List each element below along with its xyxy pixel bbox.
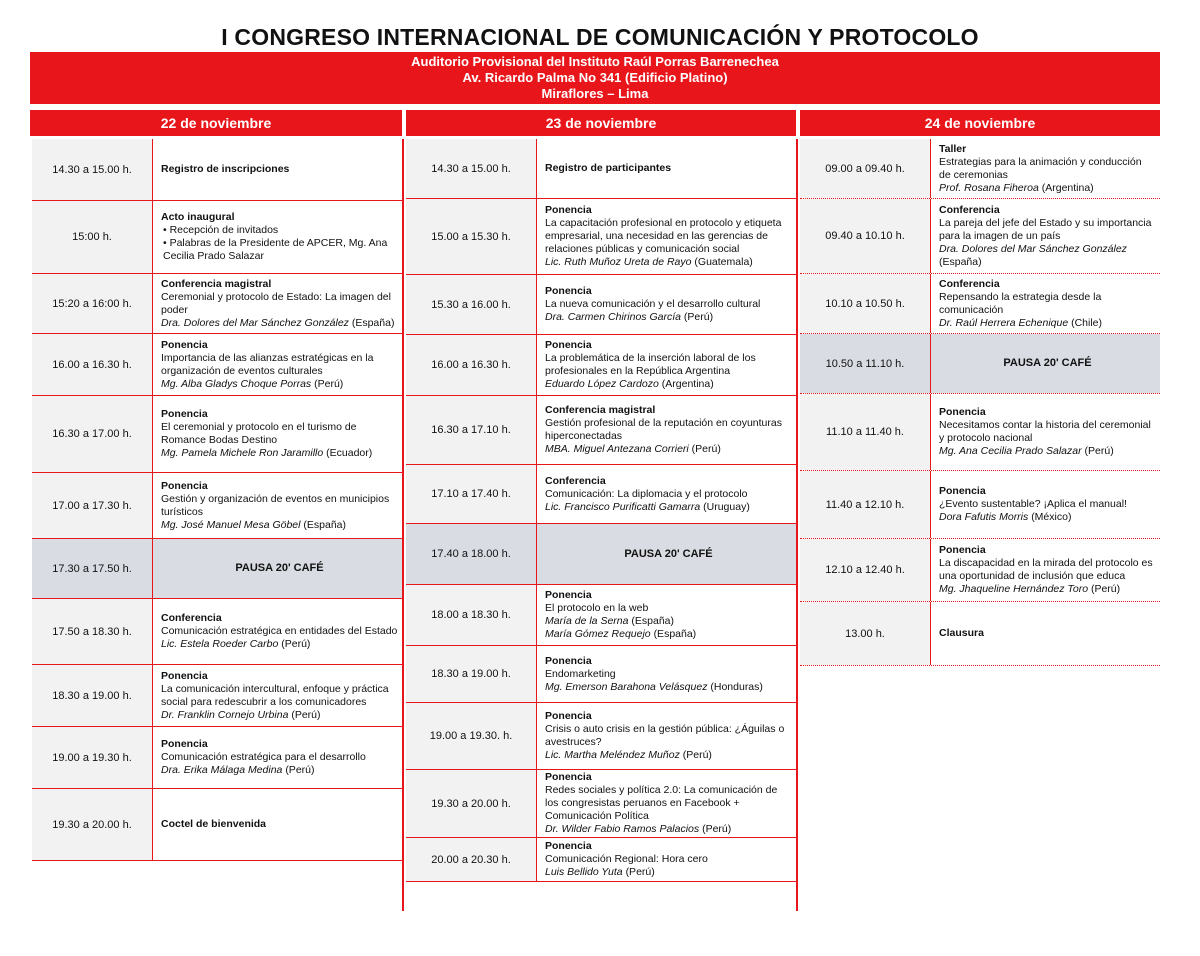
session-title: La discapacidad en la mirada del protocolo es una oportunidad de inclusión que educa (939, 557, 1153, 582)
session-title: El ceremonial y protocolo en el turismo de Romance Bodas Destino (161, 421, 357, 446)
speaker-name: Dra. Erika Málaga Medina (161, 764, 283, 776)
session-type: Ponencia (545, 285, 592, 297)
session-title: La problemática de la inserción laboral de los profesionales en la República Argentina (545, 352, 756, 377)
session-type: Ponencia (161, 738, 208, 750)
time-slot: 15.30 a 16.00 h. (406, 275, 536, 334)
speaker-name: María de la Serna (545, 615, 629, 627)
time-slot: 15:20 a 16:00 h. (32, 274, 152, 333)
time-slot: 09.00 a 09.40 h. (800, 139, 930, 198)
time-slot: 19.00 a 19.30. h. (406, 703, 536, 769)
speaker (939, 511, 1156, 524)
session-type: Conferencia (545, 474, 606, 487)
schedule-row (32, 599, 402, 665)
session-type: Conferencia (939, 203, 1000, 216)
venue-line: Miraflores – Lima (541, 86, 649, 101)
speaker-name: Dr. Wilder Fabio Ramos Palacios (545, 823, 700, 835)
speaker-country: (Perú) (1084, 445, 1114, 457)
time-slot: 09.40 a 10.10 h. (800, 199, 930, 273)
time-slot: 14.30 a 15.00 h. (406, 139, 536, 198)
speaker-country: (Perú) (281, 638, 311, 650)
schedule-row (32, 139, 402, 201)
schedule-row (32, 334, 402, 396)
session-type: Registro de participantes (545, 162, 672, 174)
session-type: PAUSA 20' CAFÉ (624, 547, 713, 560)
schedule-row (800, 274, 1160, 334)
time-slot: 11.40 a 12.10 h. (800, 471, 930, 538)
speaker (545, 823, 792, 836)
session-details (536, 524, 796, 584)
speaker (161, 638, 398, 651)
schedule-row (406, 838, 796, 882)
schedule-row (800, 139, 1160, 199)
session-type: Clausura (939, 627, 984, 639)
speaker-country: (España) (351, 316, 395, 329)
time-slot: 16.30 a 17.10 h. (406, 396, 536, 464)
session-title: Redes sociales y política 2.0: La comunicación de los congresistas peruanos en Facebook + Comunicación Política (545, 784, 778, 822)
speaker (545, 501, 792, 514)
speaker (161, 447, 398, 460)
speaker (939, 583, 1156, 596)
time-slot: 19.30 a 20.00 h. (32, 789, 152, 860)
speaker-country: (España) (303, 518, 347, 531)
speaker-name: Lic. Estela Roeder Carbo (161, 638, 279, 650)
session-title: Comunicación Regional: Hora cero (545, 853, 708, 865)
speaker-country: (Perú) (285, 764, 315, 776)
time-slot: 10.50 a 11.10 h. (800, 334, 930, 393)
speaker-country: (España) (939, 255, 982, 268)
speaker (545, 628, 792, 641)
time-slot: 12.10 a 12.40 h. (800, 539, 930, 601)
speaker-name: Mg. Jhaqueline Hernández Toro (939, 583, 1089, 595)
time-slot: 10.10 a 10.50 h. (800, 274, 930, 333)
time-slot: 19.30 a 20.00 h. (406, 770, 536, 837)
session-details (152, 473, 402, 538)
session-details (930, 274, 1160, 333)
session-title: Ceremonial y protocolo de Estado: La imagen del poder (161, 290, 391, 316)
speaker-country: (Perú) (682, 749, 712, 761)
session-details (152, 139, 402, 200)
session-details (152, 274, 402, 333)
session-title: La pareja del jefe del Estado y su importancia para la imagen de un país (939, 216, 1152, 242)
schedule-row (406, 770, 796, 838)
schedule-row (32, 789, 402, 861)
session-details (930, 139, 1160, 198)
session-details (152, 334, 402, 395)
session-type: Ponencia (161, 669, 208, 682)
bullet-text: Recepción de invitados (169, 224, 279, 236)
speaker (161, 378, 398, 391)
time-slot: 17.40 a 18.00 h. (406, 524, 536, 584)
bullet-icon: • (163, 224, 170, 236)
speaker (939, 317, 1156, 330)
speaker (545, 749, 792, 762)
session-title: Comunicación estratégica en entidades del Estado (161, 625, 398, 637)
speaker-country: (Perú) (691, 443, 721, 455)
session-type: Ponencia (545, 771, 592, 783)
session-title: Crisis o auto crisis en la gestión pública: ¿Águilas o avestruces? (545, 723, 785, 748)
session-type: Ponencia (161, 408, 208, 420)
session-title: La nueva comunicación y el desarrollo cultural (545, 298, 761, 310)
session-details (930, 199, 1160, 273)
session-title: Necesitamos contar la historia del ceremonial y protocolo nacional (939, 419, 1151, 444)
session-title: Repensando la estrategia desde la comunicación (939, 290, 1102, 316)
session-details (152, 789, 402, 860)
speaker-name: Dr. Franklin Cornejo Urbina (161, 708, 289, 721)
session-title: Estrategias para la animación y conducción de ceremonias (939, 155, 1142, 181)
time-slot: 16.00 a 16.30 h. (32, 334, 152, 395)
session-details (536, 139, 796, 198)
schedule-row (32, 539, 402, 599)
session-type: Conferencia (161, 612, 222, 624)
speaker (161, 519, 398, 532)
session-type: Registro de inscripciones (161, 163, 290, 175)
schedule-row (800, 394, 1160, 471)
speaker (545, 866, 792, 879)
time-slot: 18.00 a 18.30 h. (406, 585, 536, 645)
schedule-row (406, 703, 796, 770)
speaker-country: (España) (631, 615, 674, 627)
session-title: La comunicación intercultural, enfoque y práctica social para redescubrir a los comunicadores (161, 682, 389, 708)
speaker-country: (Uruguay) (703, 500, 750, 513)
speaker-name: Eduardo López Cardozo (545, 378, 659, 390)
session-details (152, 201, 402, 273)
session-details (930, 602, 1160, 665)
schedule-row (800, 334, 1160, 394)
speaker (545, 443, 792, 456)
speaker-name: Dra. Dolores del Mar Sánchez González (939, 242, 1127, 255)
speaker-name: Lic. Ruth Muñoz Ureta de Rayo (545, 256, 692, 268)
schedule-row (406, 585, 796, 646)
day-header-23: 23 de noviembre (406, 110, 796, 136)
speaker-name: Mg. Ana Cecilia Prado Salazar (939, 445, 1082, 457)
time-slot: 18.30 a 19.00 h. (32, 665, 152, 726)
time-slot: 19.00 a 19.30 h. (32, 727, 152, 788)
day-header-24: 24 de noviembre (800, 110, 1160, 136)
session-title: ¿Evento sustentable? ¡Aplica el manual! (939, 498, 1127, 510)
schedule-row (32, 396, 402, 473)
speaker-name: Dr. Raúl Herrera Echenique (939, 316, 1069, 329)
time-slot: 16.00 a 16.30 h. (406, 335, 536, 395)
session-title: Gestión profesional de la reputación en coyunturas hiperconectadas (545, 417, 782, 442)
venue-line: Av. Ricardo Palma No 341 (Edificio Platino) (462, 70, 728, 85)
session-type: Ponencia (545, 710, 592, 722)
session-type: Ponencia (161, 479, 208, 492)
schedule-row (406, 199, 796, 275)
speaker-name: Dra. Carmen Chirinos García (545, 311, 681, 323)
speaker (161, 317, 398, 330)
speaker-country: (España) (653, 628, 697, 640)
speaker (545, 256, 792, 269)
session-type: Ponencia (545, 654, 592, 667)
session-type: Ponencia (161, 338, 208, 351)
speaker-country: (Perú) (683, 311, 714, 323)
speaker-name: Mg. Pamela Michele Ron Jaramillo (161, 447, 324, 459)
time-slot: 18.30 a 19.00 h. (406, 646, 536, 702)
schedule-row (406, 335, 796, 396)
schedule-row (800, 539, 1160, 602)
speaker (939, 182, 1156, 195)
speaker-country: (Chile) (1071, 316, 1103, 329)
session-type: Conferencia (939, 277, 1000, 290)
session-type: Ponencia (939, 406, 986, 418)
session-details (152, 665, 402, 726)
session-type: Ponencia (939, 485, 986, 497)
session-type: PAUSA 20' CAFÉ (235, 562, 324, 574)
session-type: Ponencia (545, 589, 592, 601)
session-title: Gestión y organización de eventos en municipios turísticos (161, 492, 390, 518)
schedule-row (406, 646, 796, 703)
session-title: Comunicación estratégica para el desarrollo (161, 751, 366, 763)
speaker (161, 764, 398, 777)
speaker-country: (Perú) (291, 708, 321, 721)
venue-banner (30, 52, 1160, 104)
session-details (536, 770, 796, 837)
session-details (152, 727, 402, 788)
schedule-row (32, 473, 402, 539)
speaker (161, 709, 398, 722)
session-details (536, 275, 796, 334)
schedule-row (406, 524, 796, 585)
speaker (545, 378, 792, 391)
schedule-row (32, 274, 402, 334)
day-header-22: 22 de noviembre (30, 110, 402, 136)
time-slot: 15.00 a 15.30 h. (406, 199, 536, 274)
speaker (939, 243, 1156, 269)
session-details (152, 396, 402, 472)
session-type: Ponencia (939, 544, 986, 556)
session-details (930, 334, 1160, 393)
time-slot: 13.00 h. (800, 602, 930, 665)
session-details (536, 838, 796, 881)
speaker-country: (Argentina) (661, 378, 714, 390)
session-type: Taller (939, 142, 967, 155)
bullet-icon: • (163, 237, 170, 249)
schedule-row (406, 465, 796, 524)
speaker-country: (Argentina) (1041, 181, 1094, 194)
time-slot: 11.10 a 11.40 h. (800, 394, 930, 470)
session-title: El protocolo en la web (545, 602, 649, 614)
bullet-item (161, 237, 398, 263)
session-details (536, 396, 796, 464)
session-title: Importancia de las alianzas estratégicas en la organización de eventos culturales (161, 351, 374, 377)
bullet-text: Palabras de la Presidente de APCER, Mg. Ana Cecilia Prado Salazar (163, 237, 388, 262)
column-divider (796, 139, 798, 911)
session-details (930, 539, 1160, 601)
session-title: Endomarketing (545, 667, 616, 680)
speaker-name: Mg. Emerson Barahona Velásquez (545, 680, 708, 693)
column-divider (402, 139, 404, 911)
speaker-name: Mg. Alba Gladys Choque Porras (161, 377, 312, 390)
speaker-country: (Perú) (625, 866, 655, 878)
speaker-name: Dra. Dolores del Mar Sánchez González (161, 316, 349, 329)
session-details (152, 539, 402, 598)
session-type: Conferencia magistral (545, 404, 656, 416)
speaker (545, 311, 792, 324)
speaker-country: (Perú) (314, 377, 344, 390)
time-slot: 16.30 a 17.00 h. (32, 396, 152, 472)
session-type: PAUSA 20' CAFÉ (1003, 357, 1092, 369)
schedule-row (32, 665, 402, 727)
speaker-country: (Perú) (702, 823, 732, 835)
time-slot: 17.10 a 17.40 h. (406, 465, 536, 523)
time-slot: 14.30 a 15.00 h. (32, 139, 152, 200)
schedule-row (800, 199, 1160, 274)
session-details (152, 599, 402, 664)
schedule-row (32, 201, 402, 274)
session-type: Conferencia magistral (161, 277, 272, 290)
session-details (536, 465, 796, 523)
session-title: Comunicación: La diplomacia y el protocolo (545, 487, 748, 500)
time-slot: 17.30 a 17.50 h. (32, 539, 152, 598)
session-details (536, 646, 796, 702)
speaker-country: (Guatemala) (694, 256, 753, 268)
session-details (930, 394, 1160, 470)
schedule-row (406, 396, 796, 465)
session-details (536, 335, 796, 395)
schedule-row (800, 471, 1160, 539)
time-slot: 17.00 a 17.30 h. (32, 473, 152, 538)
speaker-name: Prof. Rosana Fiheroa (939, 181, 1039, 194)
speaker-country: (Honduras) (710, 680, 763, 693)
speaker-country: (México) (1031, 511, 1072, 523)
session-type: Ponencia (545, 840, 592, 852)
schedule-row (406, 275, 796, 335)
speaker-name: MBA. Miguel Antezana Corrieri (545, 443, 689, 455)
speaker-name: Lic. Martha Meléndez Muñoz (545, 749, 680, 761)
session-type: Acto inaugural (161, 211, 235, 223)
bullet-item (161, 224, 398, 237)
time-slot: 15:00 h. (32, 201, 152, 273)
page-title: I CONGRESO INTERNACIONAL DE COMUNICACIÓN Y PROTOCOLO (221, 24, 979, 50)
session-details (536, 199, 796, 274)
schedule-row (800, 602, 1160, 666)
speaker (939, 445, 1156, 458)
session-details (930, 471, 1160, 538)
session-type: Ponencia (545, 204, 592, 216)
speaker-name: Lic. Francisco Purificatti Gamarra (545, 500, 701, 513)
speaker (545, 681, 792, 694)
venue-line: Auditorio Provisional del Instituto Raúl Porras Barrenechea (411, 54, 779, 69)
time-slot: 20.00 a 20.30 h. (406, 838, 536, 881)
time-slot: 17.50 a 18.30 h. (32, 599, 152, 664)
speaker (545, 615, 792, 628)
session-type: Ponencia (545, 339, 592, 351)
session-type: Coctel de bienvenida (161, 818, 267, 830)
speaker-name: Luis Bellido Yuta (545, 866, 623, 878)
speaker-name: María Gómez Requejo (545, 628, 651, 640)
speaker-country: (Perú) (1090, 583, 1121, 595)
speaker-name: Mg. José Manuel Mesa Göbel (161, 518, 301, 531)
schedule-row (32, 727, 402, 789)
schedule-row (406, 139, 796, 199)
session-details (536, 585, 796, 645)
session-details (536, 703, 796, 769)
speaker-name: Dora Fafutis Morris (939, 511, 1029, 523)
session-title: La capacitación profesional en protocolo y etiqueta empresarial, una necesidad en las gerencias de relaciones públicas y comunicación social (545, 217, 782, 255)
speaker-country: (Ecuador) (326, 447, 373, 459)
